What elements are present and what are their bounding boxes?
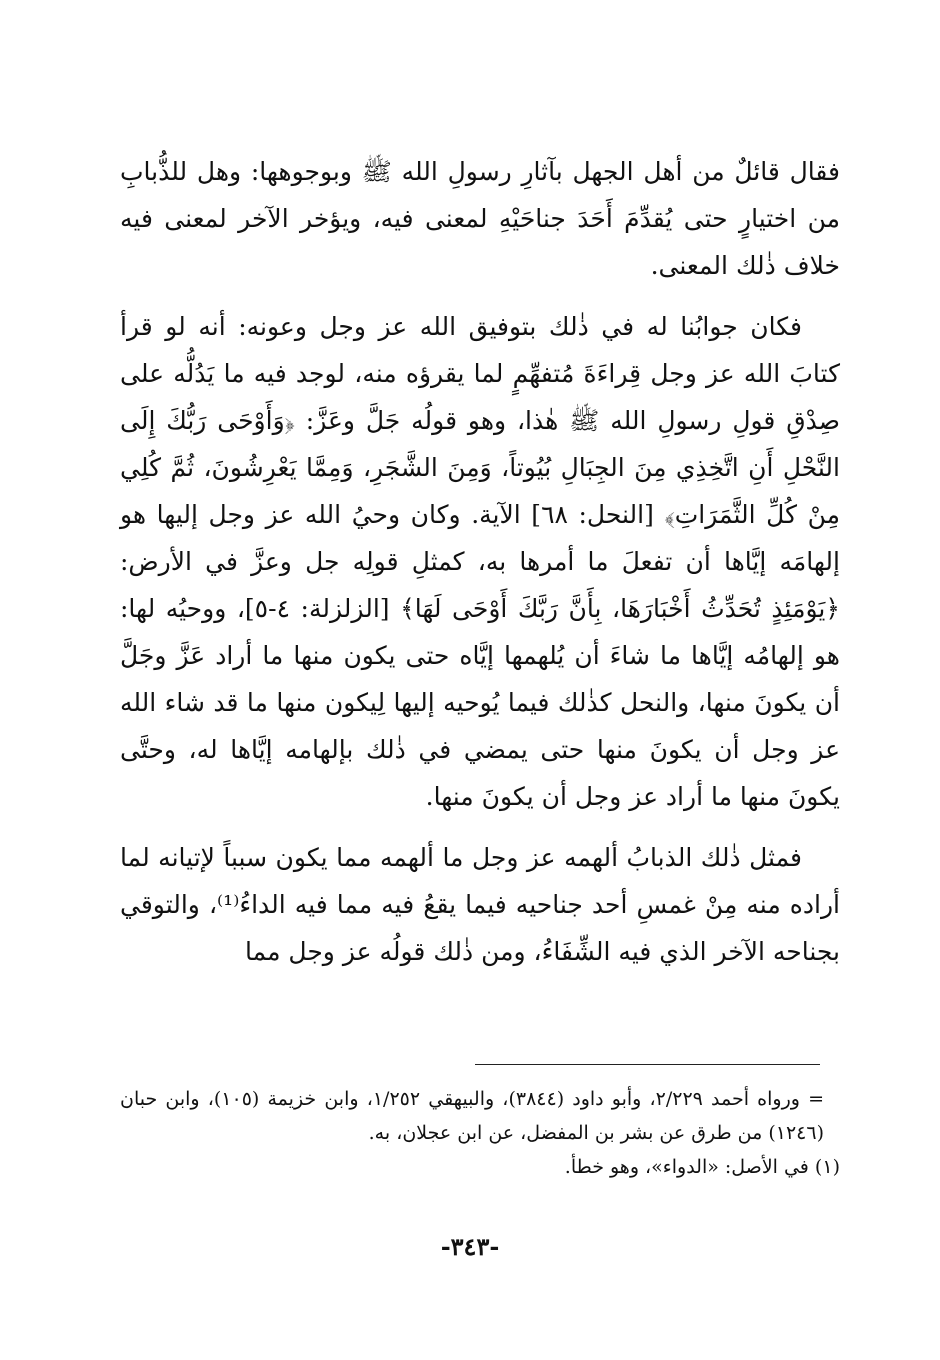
page-number: -٣٤٣- — [440, 1232, 500, 1261]
paragraph-answer: فكان جوابُنا له في ذٰلك بتوفيق الله عز وجل وعونه: أنه لو قرأ كتابَ الله عز وجل قِراءَةَ مُتفهِّمٍ لما يقرؤه منه، لوجد فيه ما يَدُلُّه على صِدْقِ قولِ رسولِ الله ﷺ هٰذا، وهو قولُه جَلَّ وعَزَّ: ﴿وَأَوْحَى رَبُّكَ إِلَى النَّحْلِ أَنِ اتَّخِذِي مِنَ الجِبَالِ بُيُوتاً، وَمِنَ الشَّجَرِ، وَمِمَّا يَعْرِشُونَ، ثُمَّ كُلِي مِنْ كُلِّ الثَّمَرَاتِ﴾ [النحل: ٦٨] الآية. وكان وحيُ الله عز وجل إليها هو إلهامَه إيَّاها أن تفعلَ ما أمرها به، كمثلِ قولِه جل وعزَّ في الأرض: ﴿يَوْمَئِذٍ تُحَدِّثُ أَخْبَارَهَا، بِأَنَّ رَبَّكَ أَوْحَى لَهَا﴾ [الزلزلة: ٤-٥]، ووحيُه لها: هو إلهامُه إيَّاها ما شاءَ أن يُلهمها إيَّاه حتى يكون منها ما أراد عَزَّ وجَلَّ أن يكونَ منها، والنحل كذٰلك فيما يُوحيه إليها لِيكون منها ما قد شاء الله عز وجل أن يكونَ منها حتى يمضي في ذٰلك بإلهامه إيَّاها له، وحتَّى يكونَ منها ما أراد عز وجل أن يكونَ منها. — [120, 312, 841, 811]
paragraph-fly-example: فمثل ذٰلك الذبابُ ألهمه عز وجل ما ألهمه مما يكون سبباً لإتيانه لما أراده منه مِنْ غمسِ أحد جناحيه فيما يقعُ فيه مما فيه الداءُ⁽¹⁾، والتوقي بجناحه الآخر الذي فيه الشِّفَاءُ، ومن ذٰلك قولُه عز وجل مما — [120, 843, 840, 966]
footnote-divider — [475, 1064, 820, 1065]
footnotes — [120, 1082, 840, 1184]
paragraph-question: فقال قائلٌ من أهل الجهل بآثارِ رسولِ الله ﷺ وبوجوهها: وهل للذُّبابِ من اختيارٍ حتى يُقدِّمَ أَحَدَ جناحَيْهِ لمعنى فيه، ويؤخر الآخر لمعنى فيه خلاف ذٰلك المعنى. — [120, 157, 840, 280]
footnote-continuation: = ورواه أحمد ٢/٢٢٩، وأبو داود (٣٨٤٤)، والبيهقي ١/٢٥٢، وابن خزيمة (١٠٥)، وابن حبان (١٢٤٦) من طرق عن بشر بن المفضل، عن ابن عجلان، به. — [120, 1088, 825, 1144]
main-text — [120, 148, 840, 975]
footnote-1: (١) في الأصل: «الدواء»، وهو خطأ. — [564, 1156, 840, 1178]
